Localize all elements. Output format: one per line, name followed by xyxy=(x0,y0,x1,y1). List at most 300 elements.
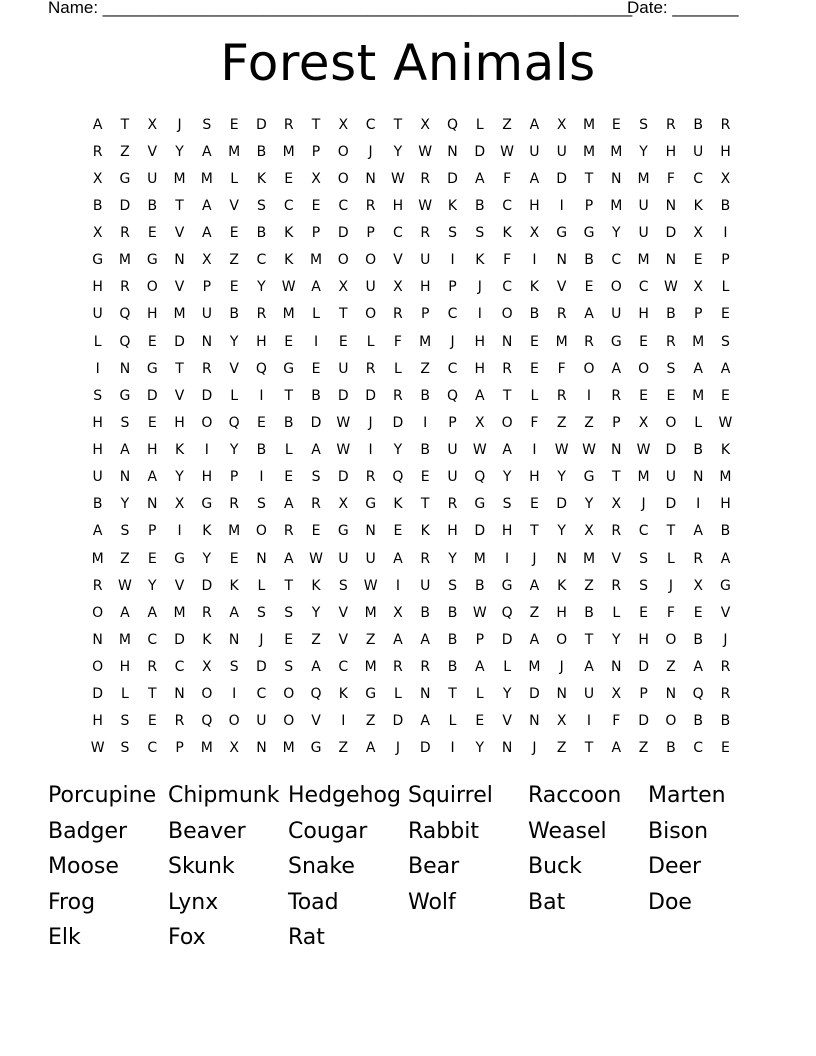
grid-letter: N xyxy=(665,686,677,703)
grid-letter: U xyxy=(638,197,649,214)
grid-letter: B xyxy=(311,387,321,404)
grid-letter: N xyxy=(119,469,131,486)
grid-letter: U xyxy=(611,306,622,323)
grid-letter: X xyxy=(202,659,212,676)
grid-letter: V xyxy=(720,604,731,621)
grid-letter: Z xyxy=(365,713,376,730)
grid-letter: E xyxy=(229,116,239,133)
grid-letter: T xyxy=(311,116,321,133)
grid-letter: I xyxy=(450,252,455,269)
grid-letter: G xyxy=(146,252,158,269)
word-bank-item: Hedgehog xyxy=(288,783,401,808)
grid-letter: X xyxy=(529,225,540,242)
grid-letter: T xyxy=(420,496,430,513)
grid-letter: A xyxy=(147,469,158,486)
grid-row xyxy=(84,491,744,518)
grid-letter: K xyxy=(202,523,212,540)
grid-letter: O xyxy=(283,713,295,730)
grid-letter: P xyxy=(584,197,594,214)
grid-letter: F xyxy=(666,604,675,621)
grid-letter: A xyxy=(393,631,403,648)
grid-letter: O xyxy=(610,279,622,296)
grid-letter: X xyxy=(693,577,703,594)
grid-letter: S xyxy=(721,333,730,350)
grid-letter: R xyxy=(420,170,431,187)
grid-letter: P xyxy=(693,306,703,323)
grid-letter: J xyxy=(532,740,537,757)
grid-letter: H xyxy=(556,604,567,621)
grid-row xyxy=(84,437,744,464)
word-bank-item: Moose xyxy=(48,854,119,879)
grid-letter: E xyxy=(693,604,703,621)
grid-letter: X xyxy=(147,116,158,133)
grid-letter: B xyxy=(666,740,676,757)
grid-letter: A xyxy=(311,659,321,676)
grid-letter: I xyxy=(532,252,537,269)
grid-letter: A xyxy=(120,442,130,459)
grid-letter: C xyxy=(638,523,649,540)
grid-letter: C xyxy=(611,252,622,269)
word-bank-item: Bison xyxy=(648,818,709,844)
grid-letter: P xyxy=(721,252,730,269)
grid-letter: P xyxy=(612,414,621,431)
grid-letter: T xyxy=(584,170,594,187)
grid-letter: C xyxy=(502,197,512,214)
grid-letter: F xyxy=(503,170,512,187)
grid-letter: K xyxy=(720,442,731,459)
grid-letter: C xyxy=(338,197,349,214)
grid-letter: F xyxy=(666,170,675,187)
grid-letter: P xyxy=(448,279,457,296)
grid-letter: S xyxy=(93,387,103,404)
grid-letter: N xyxy=(174,686,185,703)
grid-letter: H xyxy=(638,306,649,323)
page-title: Forest Animals xyxy=(220,34,596,92)
grid-letter: K xyxy=(393,496,403,513)
word-bank xyxy=(48,780,768,958)
grid-letter: R xyxy=(256,306,267,323)
word-bank-item: Raccoon xyxy=(528,783,622,808)
grid-letter: M xyxy=(282,306,295,323)
grid-letter: G xyxy=(174,550,185,567)
grid-letter: N xyxy=(501,333,513,350)
grid-letter: S xyxy=(256,496,266,513)
grid-letter: I xyxy=(477,306,482,323)
grid-letter: A xyxy=(202,197,212,214)
grid-letter: I xyxy=(395,577,400,594)
grid-letter: H xyxy=(447,523,458,540)
grid-letter: D xyxy=(556,496,568,513)
grid-letter: A xyxy=(420,713,430,730)
grid-letter: T xyxy=(530,523,539,540)
grid-letter: G xyxy=(337,523,349,540)
grid-letter: H xyxy=(119,659,131,676)
grid-letter: S xyxy=(338,577,348,594)
grid-letter: R xyxy=(720,686,731,703)
grid-letter: Y xyxy=(475,740,485,757)
grid-letter: M xyxy=(582,116,596,133)
grid-letter: D xyxy=(174,631,185,648)
grid-letter: V xyxy=(338,604,349,621)
grid-letter: L xyxy=(666,550,675,567)
grid-letter: B xyxy=(584,604,594,621)
grid-letter: V xyxy=(174,225,185,242)
grid-letter: G xyxy=(201,496,213,513)
grid-letter: F xyxy=(503,252,512,269)
grid-letter: O xyxy=(638,360,650,377)
grid-letter: B xyxy=(693,631,703,648)
grid-letter: Y xyxy=(147,577,157,594)
grid-row xyxy=(84,355,744,382)
grid-letter: B xyxy=(420,442,431,459)
grid-letter: H xyxy=(474,333,486,350)
grid-letter: O xyxy=(255,523,267,540)
grid-letter: E xyxy=(311,360,321,377)
grid-letter: R xyxy=(420,659,431,676)
grid-letter: Z xyxy=(120,143,130,160)
word-bank-item: Wolf xyxy=(408,889,456,915)
grid-letter: M xyxy=(582,550,596,567)
grid-letter: J xyxy=(532,550,537,567)
grid-letter: N xyxy=(529,713,540,730)
grid-letter: I xyxy=(450,740,455,757)
grid-letter: B xyxy=(666,306,676,323)
grid-letter: L xyxy=(503,659,511,676)
grid-letter: G xyxy=(146,360,158,377)
grid-letter: L xyxy=(475,116,484,133)
grid-row xyxy=(84,518,744,545)
grid-letter: U xyxy=(447,469,458,486)
word-bank-item: Frog xyxy=(48,889,96,915)
grid-letter: B xyxy=(92,496,103,513)
grid-letter: Z xyxy=(584,414,594,431)
grid-letter: G xyxy=(501,577,513,594)
grid-letter: E xyxy=(147,713,157,730)
grid-letter: R xyxy=(420,550,431,567)
grid-letter: Z xyxy=(420,360,430,377)
grid-letter: S xyxy=(120,713,130,730)
grid-letter: K xyxy=(256,170,267,187)
grid-letter: H xyxy=(665,143,677,160)
grid-letter: X xyxy=(202,252,212,269)
grid-letter: T xyxy=(339,306,348,323)
grid-letter: V xyxy=(174,279,185,296)
grid-letter: K xyxy=(229,577,239,594)
grid-letter: G xyxy=(583,225,595,242)
grid-letter: M xyxy=(610,143,623,160)
grid-letter: I xyxy=(559,197,564,214)
grid-letter: S xyxy=(284,659,294,676)
grid-letter: E xyxy=(529,360,539,377)
grid-letter: R xyxy=(556,387,567,404)
grid-letter: W xyxy=(336,442,351,459)
word-bank-item: Buck xyxy=(528,854,582,879)
grid-letter: A xyxy=(420,631,430,648)
grid-letter: T xyxy=(666,523,676,540)
grid-letter: O xyxy=(556,631,568,648)
grid-letter: K xyxy=(693,197,703,214)
grid-letter: H xyxy=(392,197,404,214)
grid-letter: C xyxy=(338,659,349,676)
grid-letter: V xyxy=(229,360,239,377)
grid-letter: N xyxy=(611,442,622,459)
grid-letter: N xyxy=(556,252,567,269)
grid-letter: B xyxy=(256,143,267,160)
grid-letter: M xyxy=(228,143,241,160)
grid-letter: J xyxy=(559,659,564,676)
grid-letter: L xyxy=(721,279,730,296)
grid-letter: A xyxy=(611,360,622,377)
grid-letter: A xyxy=(584,659,594,676)
grid-letter: O xyxy=(665,414,677,431)
grid-letter: M xyxy=(637,170,650,187)
grid-letter: T xyxy=(175,197,184,214)
grid-letter: Q xyxy=(228,414,240,431)
grid-letter: X xyxy=(338,116,349,133)
grid-letter: N xyxy=(147,496,158,513)
grid-letter: E xyxy=(693,252,703,269)
grid-letter: E xyxy=(284,333,294,350)
word-bank-item: Squirrel xyxy=(408,783,493,808)
grid-letter: S xyxy=(120,523,130,540)
grid-letter: N xyxy=(665,197,677,214)
grid-letter: Z xyxy=(311,631,321,648)
grid-letter: C xyxy=(256,686,267,703)
grid-letter: P xyxy=(448,414,457,431)
grid-letter: Y xyxy=(639,143,648,160)
grid-letter: Y xyxy=(175,143,184,160)
grid-letter: R xyxy=(611,387,622,404)
grid-letter: R xyxy=(393,387,403,404)
grid-letter: U xyxy=(420,577,431,594)
grid-letter: B xyxy=(720,523,731,540)
grid-letter: Z xyxy=(584,577,594,594)
grid-letter: H xyxy=(92,279,103,296)
grid-letter: C xyxy=(693,170,704,187)
grid-letter: M xyxy=(118,631,131,648)
grid-letter: B xyxy=(529,306,540,323)
grid-letter: M xyxy=(419,333,432,350)
grid-letter: D xyxy=(501,631,513,648)
grid-letter: R xyxy=(283,523,294,540)
grid-row xyxy=(84,681,744,708)
grid-letter: I xyxy=(368,442,373,459)
grid-letter: U xyxy=(92,469,103,486)
grid-row xyxy=(84,735,744,762)
grid-letter: H xyxy=(174,414,185,431)
word-bank-item: Porcupine xyxy=(48,783,157,808)
grid-letter: U xyxy=(147,170,158,187)
grid-letter: Y xyxy=(393,143,403,160)
grid-letter: M xyxy=(200,170,213,187)
grid-letter: N xyxy=(256,740,267,757)
grid-letter: R xyxy=(666,116,676,133)
word-bank-item: Doe xyxy=(648,889,692,915)
grid-letter: M xyxy=(692,333,705,350)
grid-letter: X xyxy=(475,414,485,431)
grid-letter: V xyxy=(502,713,512,730)
grid-letter: D xyxy=(256,116,267,133)
grid-letter: E xyxy=(229,225,239,242)
grid-letter: D xyxy=(447,170,458,187)
grid-letter: A xyxy=(311,442,321,459)
grid-letter: N xyxy=(228,631,240,648)
grid-letter: U xyxy=(365,279,376,296)
grid-letter: D xyxy=(365,387,376,404)
grid-letter: P xyxy=(639,686,648,703)
grid-letter: M xyxy=(118,252,131,269)
date-field-label: Date: _______ xyxy=(627,0,739,17)
word-bank-item: Lynx xyxy=(168,889,219,915)
grid-letter: Z xyxy=(638,740,649,757)
grid-letter: D xyxy=(201,577,213,594)
grid-letter: C xyxy=(502,279,512,296)
grid-letter: D xyxy=(201,387,213,404)
grid-letter: F xyxy=(612,713,621,730)
grid-letter: W xyxy=(500,143,515,160)
grid-letter: Q xyxy=(201,713,213,730)
grid-letter: W xyxy=(390,170,405,187)
grid-letter: Q xyxy=(310,686,322,703)
grid-letter: G xyxy=(610,333,622,350)
grid-letter: Q xyxy=(255,360,267,377)
grid-letter: I xyxy=(586,713,592,730)
grid-letter: J xyxy=(450,333,455,350)
grid-letter: R xyxy=(311,496,321,513)
grid-letter: K xyxy=(502,225,512,242)
grid-letter: L xyxy=(394,360,402,377)
grid-letter: K xyxy=(284,225,294,242)
grid-letter: W xyxy=(582,442,596,459)
grid-letter: W xyxy=(418,197,433,214)
grid-letter: G xyxy=(283,360,295,377)
grid-letter: S xyxy=(475,225,485,242)
grid-letter: U xyxy=(447,442,458,459)
grid-letter: K xyxy=(557,577,567,594)
word-search-grid xyxy=(84,111,744,762)
grid-letter: W xyxy=(363,577,378,594)
grid-letter: P xyxy=(311,225,321,242)
grid-letter: C xyxy=(365,116,376,133)
grid-row xyxy=(84,220,744,247)
grid-letter: L xyxy=(284,442,293,459)
grid-letter: R xyxy=(229,496,239,513)
grid-letter: A xyxy=(529,170,540,187)
grid-letter: H xyxy=(92,442,103,459)
grid-letter: R xyxy=(584,333,594,350)
grid-letter: O xyxy=(283,686,295,703)
grid-letter: G xyxy=(583,469,595,486)
grid-letter: N xyxy=(556,550,567,567)
grid-row xyxy=(84,301,744,328)
grid-letter: D xyxy=(92,686,104,703)
grid-letter: M xyxy=(309,252,323,269)
grid-letter: D xyxy=(474,523,486,540)
grid-letter: V xyxy=(311,713,321,730)
grid-letter: D xyxy=(256,659,267,676)
grid-letter: L xyxy=(394,686,402,703)
grid-letter: J xyxy=(477,279,482,296)
grid-letter: B xyxy=(256,442,267,459)
word-bank-item: Weasel xyxy=(528,818,607,844)
grid-letter: D xyxy=(665,496,677,513)
grid-letter: S xyxy=(284,604,294,621)
grid-letter: H xyxy=(720,496,731,513)
grid-letter: R xyxy=(201,604,212,621)
grid-letter: I xyxy=(723,225,728,242)
grid-letter: I xyxy=(232,686,237,703)
grid-letter: N xyxy=(365,170,376,187)
grid-letter: D xyxy=(638,659,649,676)
grid-letter: P xyxy=(148,523,157,540)
grid-letter: W xyxy=(90,740,105,757)
grid-letter: N xyxy=(611,170,622,187)
grid-letter: W xyxy=(554,442,569,459)
grid-letter: B xyxy=(420,604,431,621)
grid-letter: H xyxy=(529,469,540,486)
grid-row xyxy=(84,599,744,626)
grid-row xyxy=(84,138,744,165)
grid-letter: I xyxy=(423,414,428,431)
grid-letter: A xyxy=(475,170,485,187)
grid-letter: I xyxy=(341,713,346,730)
grid-letter: R xyxy=(393,306,403,323)
grid-letter: H xyxy=(419,279,431,296)
grid-letter: R xyxy=(420,225,431,242)
grid-letter: D xyxy=(529,686,540,703)
grid-letter: S xyxy=(448,225,457,242)
grid-letter: R xyxy=(502,360,512,377)
grid-letter: O xyxy=(337,252,349,269)
grid-letter: M xyxy=(555,333,568,350)
word-bank-item: Elk xyxy=(48,925,81,950)
grid-letter: C xyxy=(638,279,649,296)
grid-row xyxy=(84,328,744,355)
word-bank-item: Skunk xyxy=(168,854,235,879)
grid-letter: M xyxy=(228,523,241,540)
grid-letter: H xyxy=(146,442,158,459)
grid-letter: Y xyxy=(502,686,512,703)
grid-letter: H xyxy=(474,360,486,377)
grid-letter: C xyxy=(447,360,458,377)
grid-letter: C xyxy=(283,197,294,214)
grid-letter: L xyxy=(366,333,375,350)
grid-letter: L xyxy=(448,713,457,730)
grid-letter: N xyxy=(447,143,458,160)
grid-row xyxy=(84,572,744,599)
grid-letter: C xyxy=(147,740,158,757)
grid-letter: C xyxy=(393,225,403,242)
grid-letter: S xyxy=(639,550,649,567)
grid-letter: G xyxy=(119,170,131,187)
grid-letter: O xyxy=(501,414,513,431)
grid-letter: U xyxy=(583,686,595,703)
grid-letter: Q xyxy=(446,387,459,404)
grid-letter: M xyxy=(173,604,186,621)
grid-letter: U xyxy=(529,143,540,160)
word-bank-item: Fox xyxy=(168,925,206,950)
grid-letter: G xyxy=(92,252,104,269)
grid-letter: L xyxy=(121,686,129,703)
grid-letter: A xyxy=(584,306,594,323)
grid-letter: A xyxy=(202,225,212,242)
word-bank-item: Beaver xyxy=(168,818,246,844)
grid-letter: A xyxy=(529,577,540,594)
grid-letter: F xyxy=(530,414,539,431)
grid-row xyxy=(84,382,744,409)
grid-letter: K xyxy=(174,442,185,459)
grid-letter: B xyxy=(256,225,267,242)
